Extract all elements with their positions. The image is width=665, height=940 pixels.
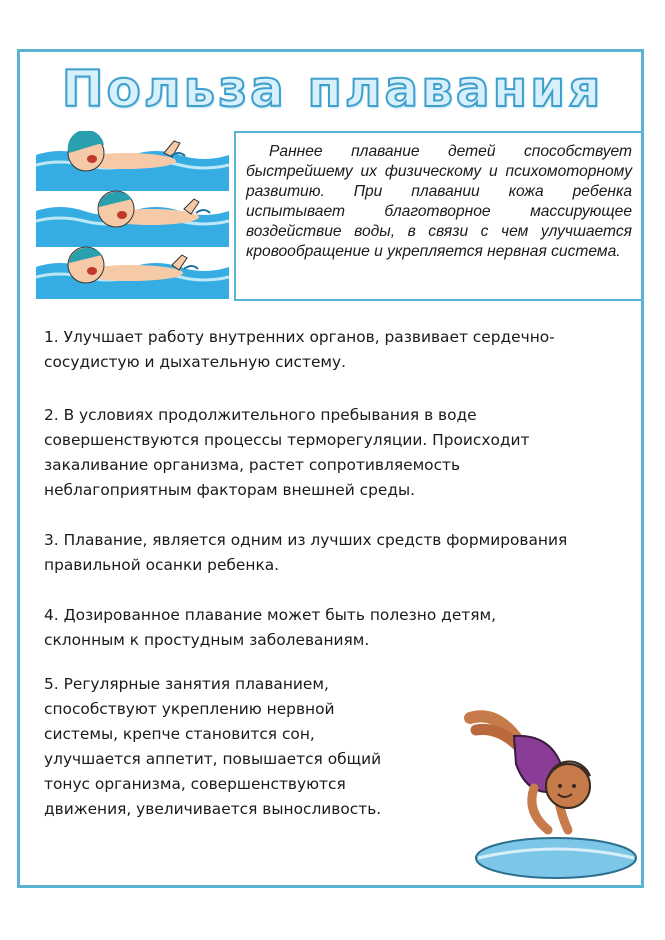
diving-child-illustration [456,700,638,882]
list-item-line: 5. Регулярные занятия плаванием, [44,675,329,693]
list-item-line: неблагоприятным факторам внешней среды. [44,481,416,499]
list-item-line: 1. Улучшает работу внутренних органов, развивает сердечно- [44,328,555,346]
page-title: Польза плавания [61,60,604,118]
swimming-children-illustration [36,131,229,299]
list-item-line: совершенствуются процессы терморегуляции. Происходит [44,431,530,449]
diver-icon [456,700,638,882]
list-item-line: 3. Плавание, является одним из лучших средств формирования [44,531,568,549]
list-item-line: движения, увеличивается выносливость. [44,800,382,818]
swimmers-icon [36,131,229,299]
list-item-5 [44,672,381,822]
list-item-line: правильной осанки ребенка. [44,556,280,574]
list-item-line: 4. Дозированное плавание может быть полезно детям, [44,606,497,624]
intro-text: Раннее плавание детей способствует быстрейшему их физическому и психомоторному развитию. При плавании кожа ребенка испытывает благотворное массирующее воздействие воды, в связи с чем улучшается кровообращение и укрепляется нервная система. [246,143,632,260]
list-item-line: способствуют укреплению нервной [44,700,335,718]
list-item-line: 2. В условиях продолжительного пребывания в воде [44,406,477,424]
list-item-1 [44,325,555,375]
list-item-2 [44,403,529,503]
list-item-line: склонным к простудным заболеваниям. [44,631,370,649]
list-item-line: закаливание организма, растет сопротивляемость [44,456,461,474]
intro-box [234,131,644,301]
list-item-4 [44,603,496,653]
list-item-line: улучшается аппетит, повышается общий [44,750,382,768]
list-item-line: тонус организма, совершенствуются [44,775,346,793]
list-item-3 [44,528,567,578]
list-item-line: сосудистую и дыхательную систему. [44,353,347,371]
list-item-line: системы, крепче становится сон, [44,725,315,743]
